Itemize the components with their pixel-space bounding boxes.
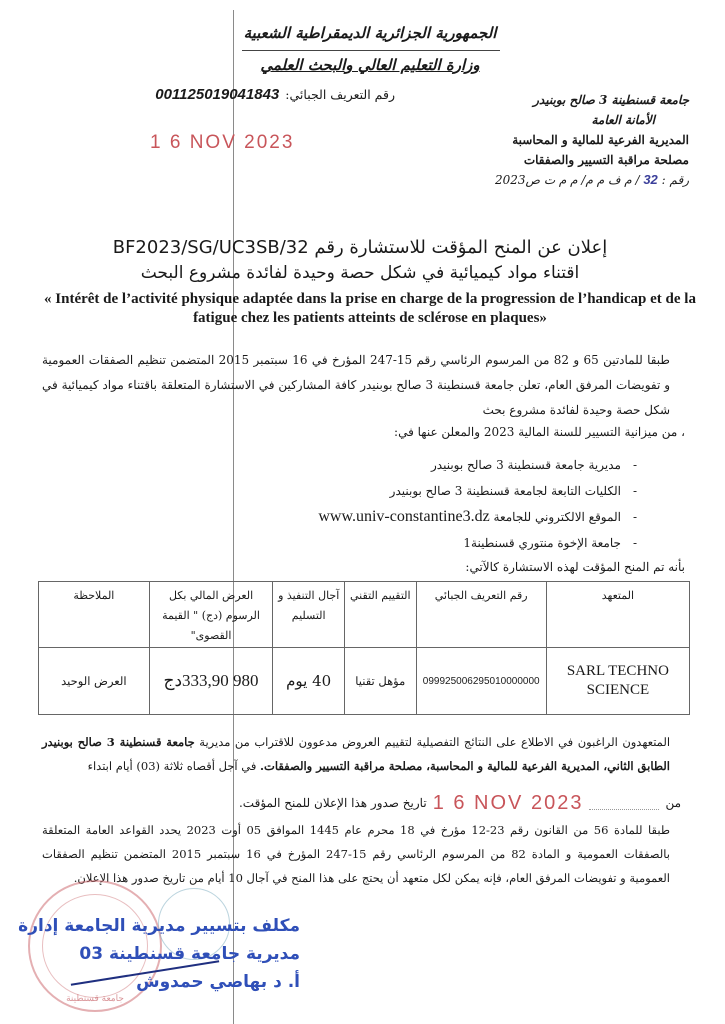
date-stamp-top: 1 6 NOV 2023 — [150, 132, 295, 153]
remark: العرض الوحيد — [39, 648, 150, 715]
financial-offer: 980 333,90دج — [149, 648, 273, 715]
col-note: الملاحظة — [39, 582, 150, 648]
signatory-title: مكلف بتسيير مديرية الجامعة إدارة — [18, 916, 300, 936]
general-secretariat: الأمانة العامة — [591, 113, 655, 127]
bidder-name: SARL TECHNO SCIENCE — [546, 648, 689, 715]
technical-evaluation: مؤهل تقنيا — [344, 648, 416, 715]
administration-block — [459, 90, 689, 190]
ref-prefix: رقم : — [661, 173, 689, 187]
announcement-title: إعلان عن المنح المؤقت للاستشارة رقم BF2023/SG/UC3SB/32 — [112, 237, 608, 258]
header-divider — [242, 50, 500, 51]
delivery-time: 40 يوم — [273, 648, 345, 715]
budget-line: ، من ميزانية التسيير للسنة المالية 2023 والمعلن عنها في: — [394, 425, 685, 439]
ministry-title: وزارة التعليم العالي والبحث العلمي — [260, 56, 480, 74]
tax-id-line — [70, 86, 395, 103]
university-name: جامعة قسنطينة 3 صالح بوبنيدر — [533, 93, 689, 107]
sub-directorate: المديرية الفرعية للمالية و المحاسبة — [512, 133, 689, 147]
publication-item: -جامعة الإخوة منتوري قسنطينة1 — [463, 536, 637, 550]
legal-basis-paragraph: طبقا للمادتين 65 و 82 من المرسوم الرئاسي رقم 15-247 المؤرخ في 16 سبتمبر 2015 المتضمن تنظيم الصفقات العمومية و تفويضات المرفق العام، تعلن جامعة قسنطينة 3 صالح بوبنيدر كافة المشاركين في الاستشارة المتعلقة باقتناء مواد كيميائية في شكل حصة وحيدة لفائدة مشروع بحث — [42, 353, 670, 417]
publication-item: -مديرية جامعة قسنطينة 3 صالح بوبنيدر — [430, 458, 637, 472]
announcement-subject: اقتناء مواد كيميائية في شكل حصة وحيدة لفائدة مشروع البحث — [140, 263, 580, 283]
publication-item: -الموقع الالكتروني للجامعة www.univ-constantine3.dz — [318, 508, 637, 525]
bidder-tax-id: 099925006295010000000 — [416, 648, 546, 715]
col-amount: العرض المالي بكل الرسوم (دج) " القيمة القصوى" — [149, 582, 273, 648]
ref-number: 32 — [643, 172, 658, 187]
table-header-row — [39, 582, 690, 648]
col-delivery: آجال التنفيذ و التسليم — [273, 582, 345, 648]
col-tax-id: رقم التعريف الجبائي — [416, 582, 546, 648]
signatory-name: أ. د بهاصي حمدوش — [136, 972, 300, 992]
signatory-office: مديرية جامعة قسنطينة 03 — [79, 944, 300, 964]
consultation-paragraph: المتعهدون الراغبون في الاطلاع على النتائج التفصيلية لتقييم العروض مدعوون للاقتراب من مديرية جامعة قسنطينة 3 صالح بوبنيدر الطابق الثاني، المديرية الفرعية للمالية و المحاسبة، مصلحة مراقبة التسيير والصفقات. في آجل أقصاه ثلاثة (03) أيام ابتداء — [42, 735, 671, 773]
seal-text: جامعة قسنطينة — [66, 994, 124, 1004]
col-bidder: المتعهد — [546, 582, 689, 648]
tax-id-label: رقم التعريف الجبائي: — [285, 87, 395, 102]
tax-id-value: 001125019041843 — [155, 86, 280, 103]
directorate-address: جامعة قسنطينة 3 صالح بوبنيدر الطابق الثاني، المديرية الفرعية للمالية و المحاسبة، مصلحة مراقبة التسيير والصفقات. — [42, 735, 670, 773]
letterhead — [234, 22, 500, 80]
service-name: مصلحة مراقبة التسيير والصفقات — [523, 153, 689, 167]
from-date-line: من 1 6 NOV 2023 تاريخ صدور هذا الإعلان للمنح المؤقت. — [238, 792, 681, 814]
date-stamp-inline: 1 6 NOV 2023 — [432, 792, 584, 814]
reference-line — [459, 170, 689, 190]
research-project-title: « Intérêt de l’activité physique adaptée dans la prise en charge de la progression de l’handicap et de la fatigue chez les patients atteints de sclérose en plaques» — [44, 291, 696, 326]
award-table — [38, 581, 690, 715]
signature-block — [18, 912, 300, 996]
appeal-paragraph: طبقا للمادة 56 من القانون رقم 23-12 مؤرخ في 18 محرم عام 1445 الموافق 05 أوت 2023 يحدد القواعد العامة المتعلقة بالصفقات العمومية و المادة 82 من المرسوم الرئاسي رقم 15-247 المؤرخ في 16 سبتمبر 2015 المتضمن تنظيم الصفقات العمومية و تفويضات المرفق العام، فإنه يمكن لكل متعهد أن يحتج على هذا المنح في آجال 10 أيام من تاريخ صدور هذا الإعلان. — [42, 823, 671, 885]
website-link[interactable]: www.univ-constantine3.dz — [318, 508, 490, 525]
publication-item: -الكليات التابعة لجامعة قسنطينة 3 صالح بوبنيدر — [389, 484, 637, 498]
publication-list — [318, 452, 637, 556]
col-technical-eval: التقييم التقني — [344, 582, 416, 648]
table-row — [39, 648, 690, 715]
table-intro: بأنه تم المنح المؤقت لهذه الاستشارة كالآتي: — [465, 560, 685, 574]
blank-underline — [589, 797, 659, 810]
ref-suffix: / م ف م م/ م م ت ص2023 — [494, 173, 640, 187]
republic-title: الجمهورية الجزائرية الديمقراطية الشعبية — [243, 24, 497, 42]
